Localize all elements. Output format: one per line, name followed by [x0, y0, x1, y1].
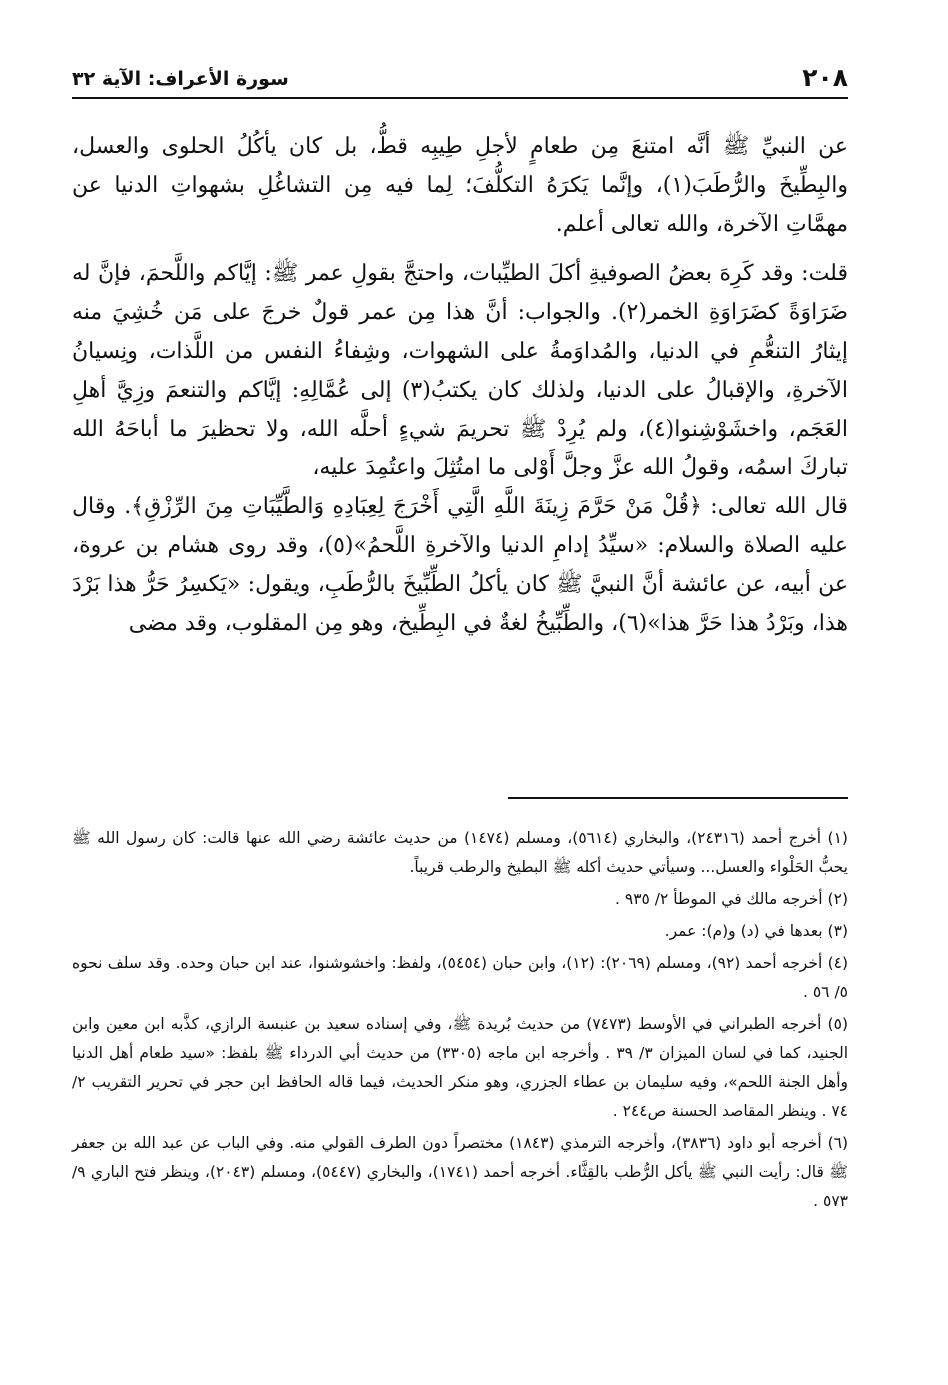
footnote-number: (١) [827, 829, 848, 847]
footnote-number: (٥) [827, 1015, 848, 1033]
footnotes [72, 824, 848, 1219]
footnote-6 [72, 1129, 848, 1216]
footnote-4 [72, 949, 848, 1007]
footnote-text: أخرجه أبو داود (٣٨٣٦)، وأخرجه الترمذي (١٨٤٣) مختصراً دون الطرف القولي منه. وفي الباب عن عبد الله بن جعفر ﷺ قال: رأيت النبي ﷺ يأكل الرُّطب بالقِثَّاء. أخرجه أحمد (١٧٤١)، والبخاري (٥٤٤٧)، ومسلم (٢٠٤٣)، وينظر فتح الباري ٩/ ٥٧٣ . [72, 1134, 849, 1210]
footnote-number: (٤) [827, 954, 849, 972]
footnote-number: (٣) [827, 922, 848, 940]
page-number: ٢٠٨ [802, 63, 848, 92]
footnote-2 [72, 885, 848, 914]
footnote-text: أخرج أحمد (٢٤٣١٦)، والبخاري (٥٦١٤)، ومسلم (١٤٧٤) من حديث عائشة رضي الله عنها قالت: كان رسول الله ﷺ يحبُّ الحَلْواء والعسل... وسيأتي حديث أكله ﷺ البطيخ والرطب قريباً. [72, 829, 848, 876]
footnote-number: (٢) [827, 890, 848, 908]
paragraph-2: قلت: وقد كَرِهَ بعضُ الصوفيةِ أكلَ الطيِّبات، واحتجَّ بقولِ عمر ﷺ: إيَّاكم واللَّحمَ، فإنَّ له ضَرَاوَةً كضَرَاوَةِ الخمر(٢). والجواب: أنَّ هذا مِن عمر قولٌ خرجَ على مَن خُشِيَ منه إيثارُ التنعُّمِ في الدنيا، والمُداوَمةُ على الشهوات، وشِفاءُ النفس من اللَّذات، ونِسيانُ الآخرةِ، والإقبالُ على الدنيا، ولذلك كان يكتبُ(٣) إلى عُمَّالِهِ: إيَّاكم والتنعمَ وزِيَّ أهلِ العَجَم، واخشَوْشِنوا(٤)، ولم يُرِدْ ﷺ تحريمَ شيءٍ أحلَّه الله، ولا تحظيرَ ما أباحَهُ الله تباركَ اسمُه، وقولُ الله عزَّ وجلَّ أَوْلى ما امتُثِلَ واعتُمِدَ عليه، [72, 261, 849, 481]
footnote-text: بعدها في (د) و(م): عمر. [664, 922, 823, 940]
paragraph-1: عن النبيِّ ﷺ أنَّه امتنعَ مِن طعامٍ لأجلِ طِيبِه قطُّ، بل كان يأكُلُ الحلوى والعسل، والبِطِّيخَ والرُّطَبَ(١)، وإنَّما يَكرَهُ التكلُّفَ؛ لِما فيه مِن التشاغُلِ بشهواتِ الدنيا عن مهمَّاتِ الآخرة، والله تعالى أعلم. [72, 134, 849, 237]
paragraph-3: قال الله تعالى: ﴿قُلْ مَنْ حَرَّمَ زِينَةَ اللَّهِ الَّتِي أَخْرَجَ لِعِبَادِهِ وَالطَّيِّبَاتِ مِنَ الرِّزْقِ﴾. وقال عليه الصلاة والسلام: «سيِّدُ إدامِ الدنيا والآخرةِ اللَّحمُ»(٥)، وقد روى هشام بن عروة، عن أبيه، عن عائشة أنَّ النبيَّ ﷺ كان يأكلُ الطِّبِّيخَ بالرُّطَبِ، ويقول: «يَكسِرُ حَرُّ هذا بَرْدَ هذا، وبَرْدُ هذا حَرَّ هذا»(٦)، والطِّبِّيخُ لغةٌ في البِطِّيخ، وهو مِن المقلوب، وقد مضى [72, 494, 849, 636]
footnote-5 [72, 1010, 848, 1126]
footnote-3 [72, 917, 848, 946]
header-rule [72, 97, 848, 99]
footnote-text: أخرجه الطبراني في الأوسط (٧٤٧٣) من حديث بُريدة ﷺ، وفي إسناده سعيد بن عنبسة الرازي، كذَّبه ابن معين وابن الجنيد، كما في لسان الميزان ٣/ ٣٩ . وأخرجه ابن ماجه (٣٣٠٥) من حديث أبي الدرداء ﷺ بلفظ: «سيد طعام أهل الدنيا وأهل الجنة اللحم»، وفيه سليمان بن عطاء الجزري، وهو منكر الحديث، فيما قاله الحافظ ابن حجر في تحرير التقريب ٢/ ٧٤ . وينظر المقاصد الحسنة ص٢٤٤ . [72, 1015, 849, 1120]
footnote-number: (٦) [827, 1134, 849, 1152]
footnote-text: أخرجه مالك في الموطأ ٢/ ٩٣٥ . [615, 890, 823, 908]
main-text [72, 128, 848, 643]
running-title: سورة الأعراف: الآية ٣٢ [72, 68, 289, 90]
footnote-1 [72, 824, 848, 882]
page-header [72, 62, 848, 96]
footnote-text: أخرجه أحمد (٩٢)، ومسلم (٢٠٦٩): (١٢)، وابن حبان (٥٤٥٤)، ولفظ: واخشوشنوا، عند ابن حبان وحده. وقد سلف نحوه ٥/ ٥٦ . [72, 954, 848, 1001]
footnote-separator [508, 797, 848, 799]
